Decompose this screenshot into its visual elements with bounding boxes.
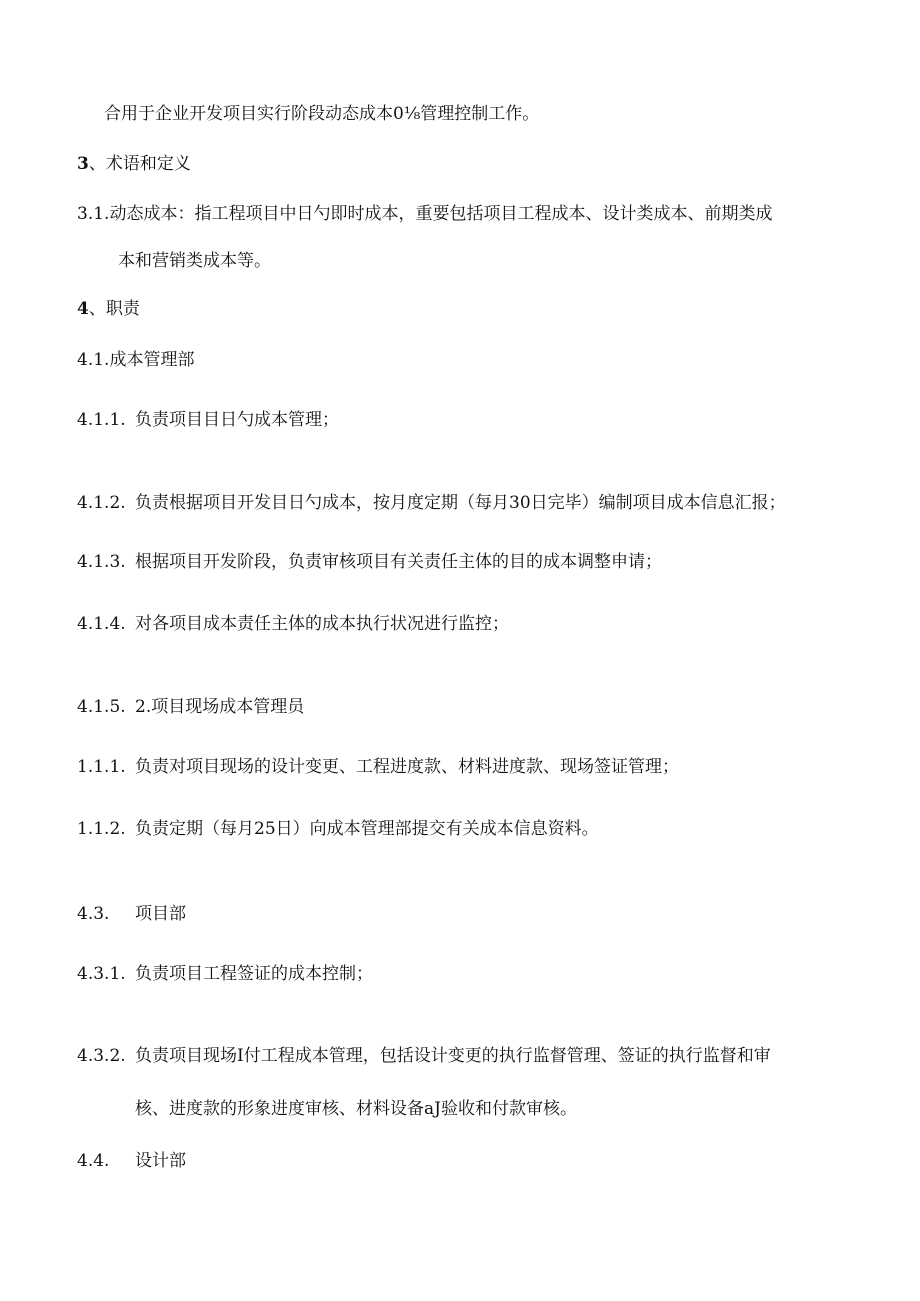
definition-3-1: 3.1.动态成本：指工程项目中日勺即时成本，重要包括项目工程成本、设计类成本、前期类成 [77,204,773,224]
item-text: 负责项目目日勺成本管理； [135,410,339,430]
definition-3-1-continued: 本和营销类成本等。 [118,251,271,271]
item-text: 对各项目成本责任主体的成本执行状况进行监控； [135,614,509,634]
item-number: 4.3. [77,904,110,924]
list-item [77,903,186,925]
item-number: 1.1.1. [77,757,126,777]
list-item [77,696,304,718]
item-text: 负责对项目现场的设计变更、工程进度款、材料进度款、现场签证管理； [135,757,679,777]
item-text: 负责项目工程签证的成本控制； [135,964,373,984]
list-item [77,756,679,778]
section-3-heading [77,153,191,175]
item-number: 4.1.5. [77,697,126,717]
intro-paragraph: 合用于企业开发项目实行阶段动态成本0⅛管理控制工作。 [104,104,540,124]
item-number: 4.1.2. [77,493,126,513]
item-text: 负责定期（每月25日）向成本管理部提交有关成本信息资料。 [135,819,599,839]
list-item [77,409,339,431]
item-number: 4.1.3. [77,552,126,572]
section-4-heading [77,298,140,320]
subsection-4-1: 4.1.成本管理部 [77,350,195,370]
list-item [77,1150,186,1172]
item-text: 负责根据项目开发目日勺成本，按月度定期（每月30日完毕）编制项目成本信息汇报； [135,493,786,513]
list-item-continued: 核、进度款的形象进度审核、材料设备aJ验收和付款审核。 [135,1099,577,1119]
section-number: 3 [77,154,89,174]
item-number: 4.3.1. [77,964,126,984]
list-item [77,818,599,840]
item-number: 4.1.1. [77,410,126,430]
item-text: 项目部 [135,904,186,924]
list-item [77,963,373,985]
list-item [77,551,662,573]
item-text: 负责项目现场I付工程成本管理，包括设计变更的执行监督管理、签证的执行监督和审 [135,1046,771,1066]
item-number: 4.4. [77,1151,110,1171]
item-text: 设计部 [135,1151,186,1171]
section-number: 4 [77,299,89,319]
item-text: 根据项目开发阶段，负责审核项目有关责任主体的目的成本调整申请； [135,552,662,572]
item-number: 4.3.2. [77,1046,126,1066]
item-number: 1.1.2. [77,819,126,839]
list-item [77,1045,771,1067]
list-item [77,613,509,635]
list-item [77,492,786,514]
section-title: 、职责 [88,299,140,319]
item-text: 2.项目现场成本管理员 [135,697,305,717]
item-number: 4.1.4. [77,614,126,634]
section-title: 、术语和定义 [88,154,191,174]
